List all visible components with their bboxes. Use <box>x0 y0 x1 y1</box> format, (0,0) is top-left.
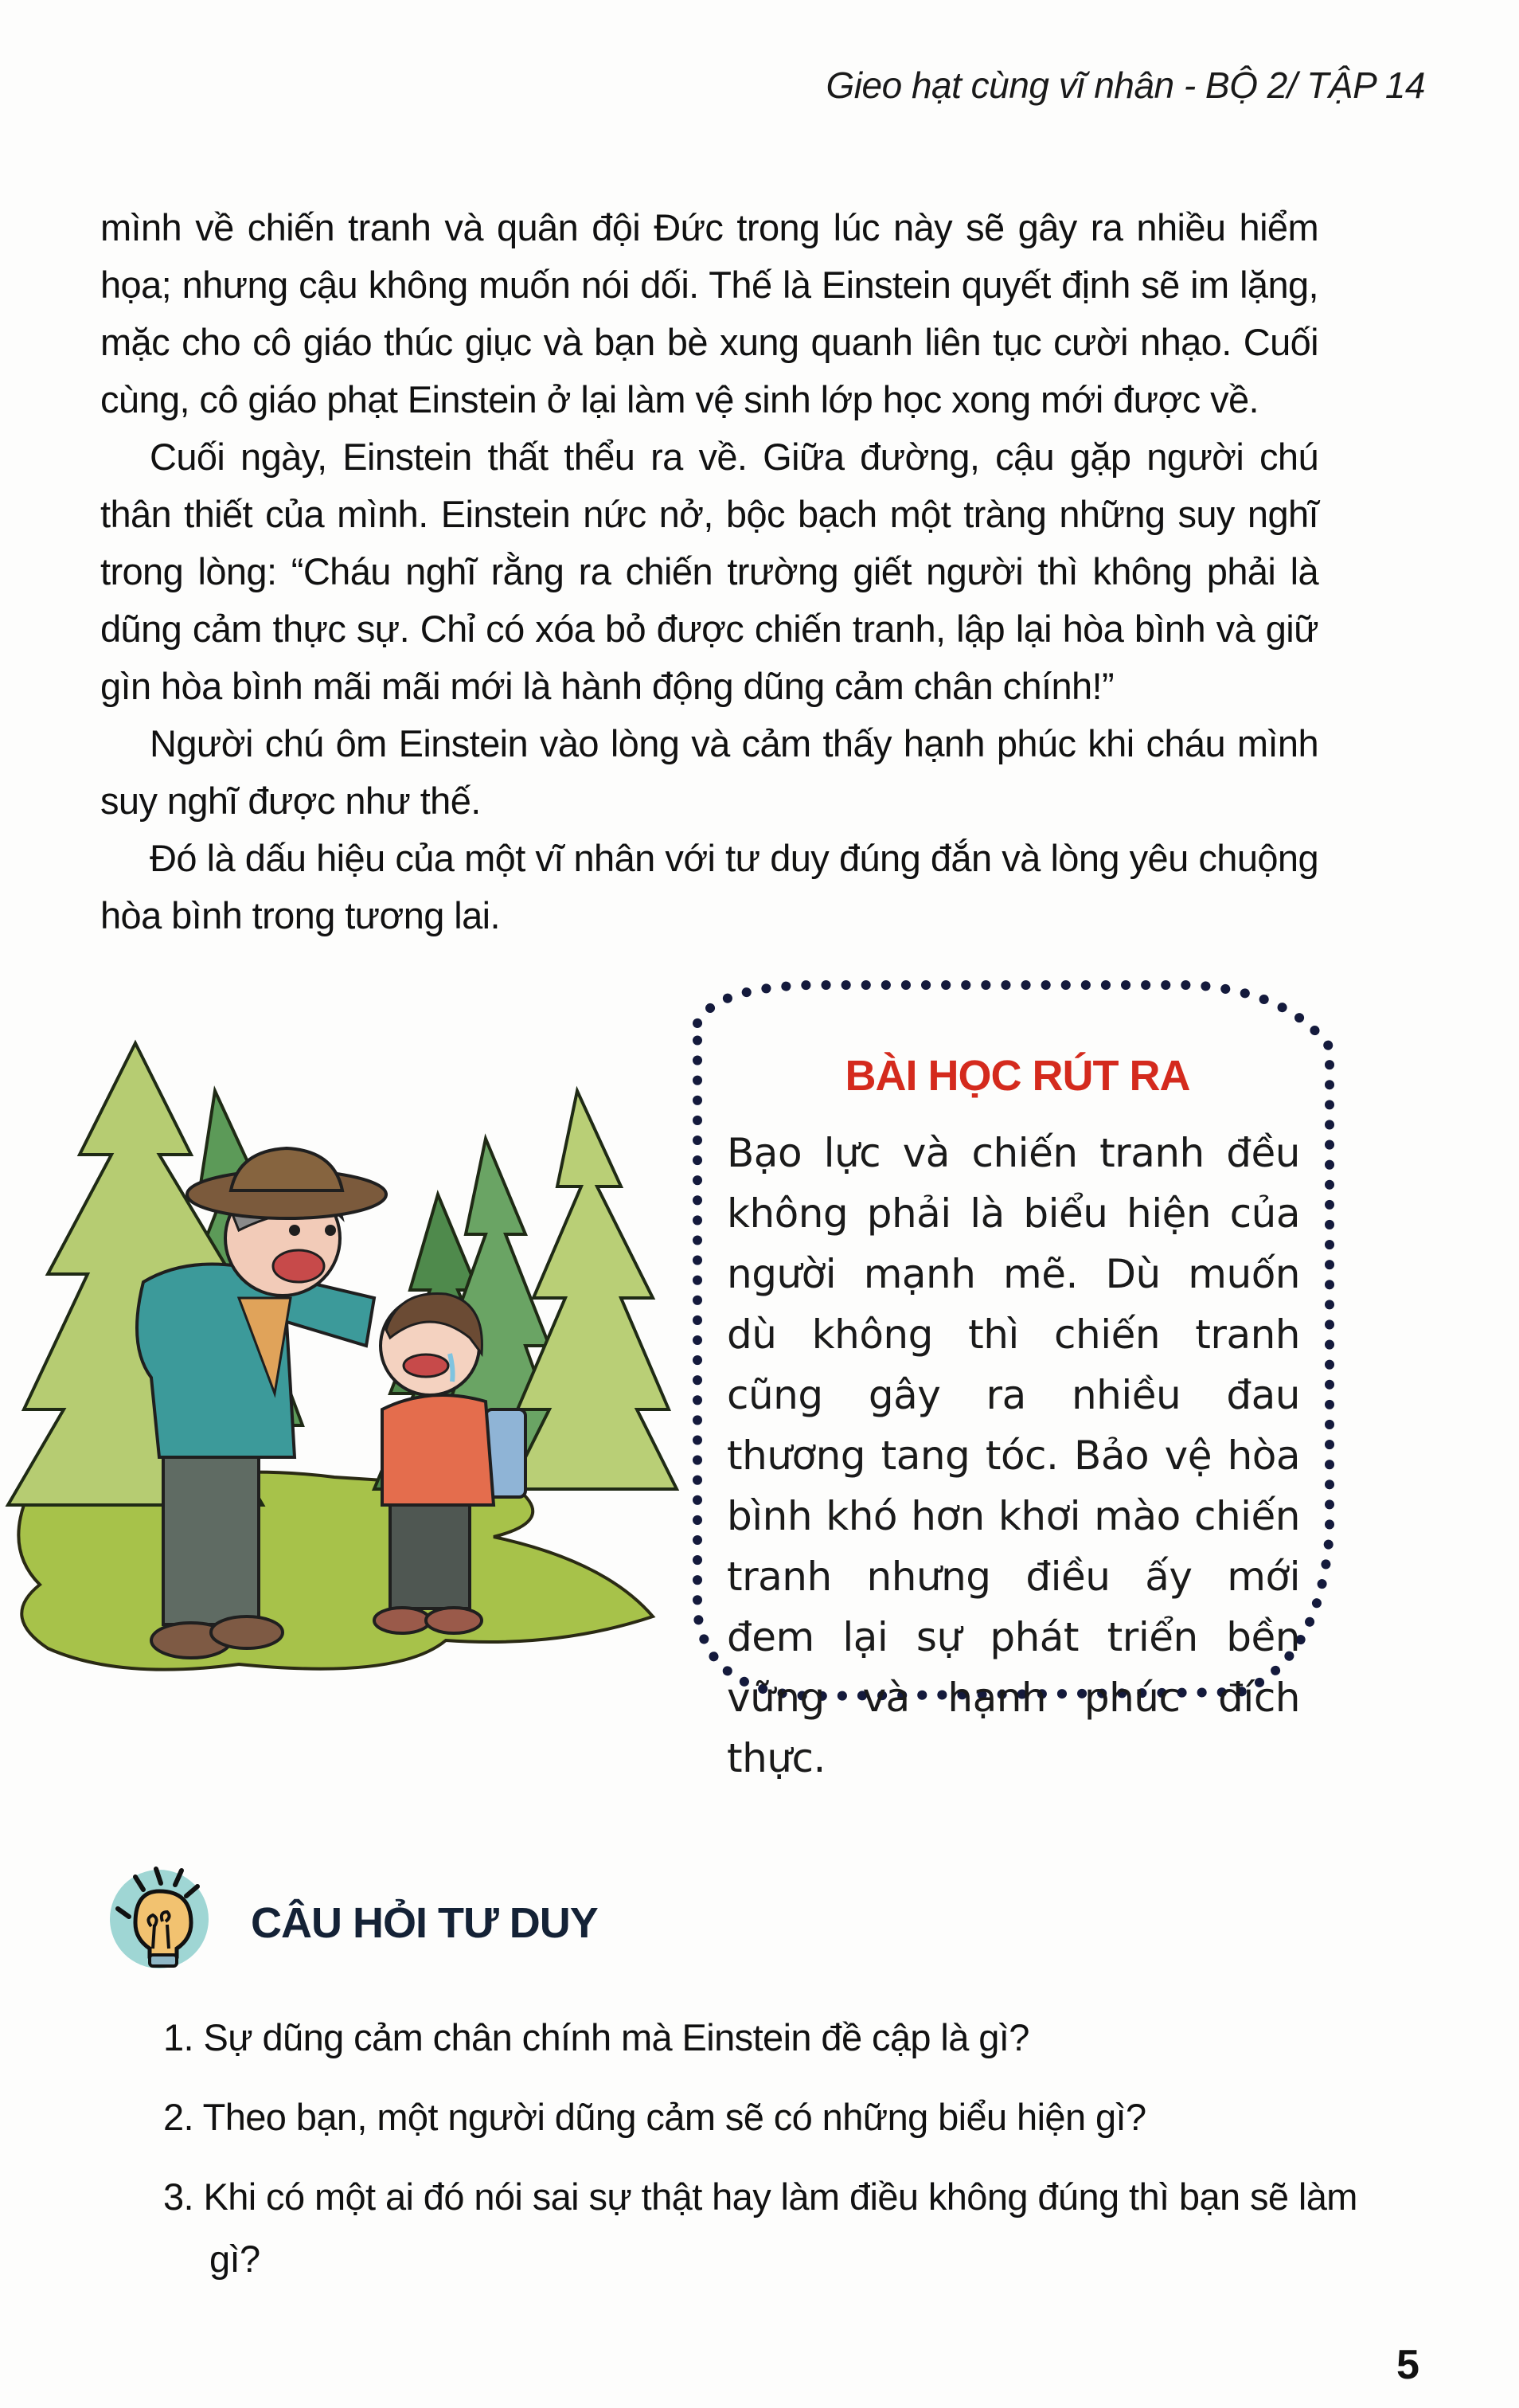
running-header: Gieo hạt cùng vĩ nhân - BỘ 2/ TẬP 14 <box>826 64 1425 106</box>
question-item: 1. Sự dũng cảm chân chính mà Einstein đề cập là gì? <box>163 2016 1029 2058</box>
lightbulb-icon <box>103 1859 215 1971</box>
questions-header <box>103 1851 598 1979</box>
lesson-text <box>727 1123 1300 1788</box>
questions-title: CÂU HỎI TƯ DUY <box>251 1899 598 1947</box>
lesson-body: Bạo lực và chiến tranh đều không phải là biểu hiện của người mạnh mẽ. Dù muốn dù không thì chiến tranh cũng gây ra nhiều đau thương tang tóc. Bảo vệ hòa bình khó hơn khơi mào chiến tranh nhưng điều ấy mới đem lại sự phát triển bền <box>727 1130 1300 1660</box>
lesson-box <box>683 975 1352 1781</box>
page-number: 5 <box>1396 2342 1419 2388</box>
lesson-title: BÀI HỌC RÚT RA <box>845 1052 1190 1100</box>
story-paragraph: Đó là dấu hiệu của một vĩ nhân với tư duy đúng đắn và lòng yêu chuộng hòa bình trong tương lai. <box>100 837 1318 936</box>
story-paragraph: Người chú ôm Einstein vào lòng và cảm thấy hạnh phúc khi cháu mình suy nghĩ được như thế. <box>100 722 1318 822</box>
story-illustration <box>0 1011 701 1712</box>
story-body <box>100 199 1318 944</box>
lesson-last-line: vững và hạnh phúc đích thực. <box>727 1675 1300 1781</box>
questions-list <box>163 2007 1357 2308</box>
question-item: 3. Khi có một ai đó nói sai sự thật hay làm điều không đúng thì bạn sẽ làm gì? <box>163 2175 1357 2280</box>
question-item: 2. Theo bạn, một người dũng cảm sẽ có những biểu hiện gì? <box>163 2096 1146 2138</box>
story-paragraph: mình về chiến tranh và quân đội Đức trong lúc này sẽ gây ra nhiều hiểm họa; nhưng cậu không muốn nói dối. Thế là Einstein quyết định sẽ im lặng, mặc cho cô giáo thúc giục và bạn bè xung quanh liên tục cười nhạo. Cuối cùng, cô giáo phạt Einstein ở lại làm vệ sinh lớp học xong mới được về. <box>100 206 1318 420</box>
story-paragraph: Cuối ngày, Einstein thất thểu ra về. Giữa đường, cậu gặp người chú thân thiết của mình. Einstein nức nở, bộc bạch một tràng những suy nghĩ trong lòng: “Cháu nghĩ rằng ra chiến trường giết người thì không phải là dũng cảm thực sự. Chỉ có xóa bỏ được chiến tranh, lập lại hòa bình và giữ gìn hòa bình mãi mãi mới là hành động dũng cảm chân chính!” <box>100 436 1318 707</box>
